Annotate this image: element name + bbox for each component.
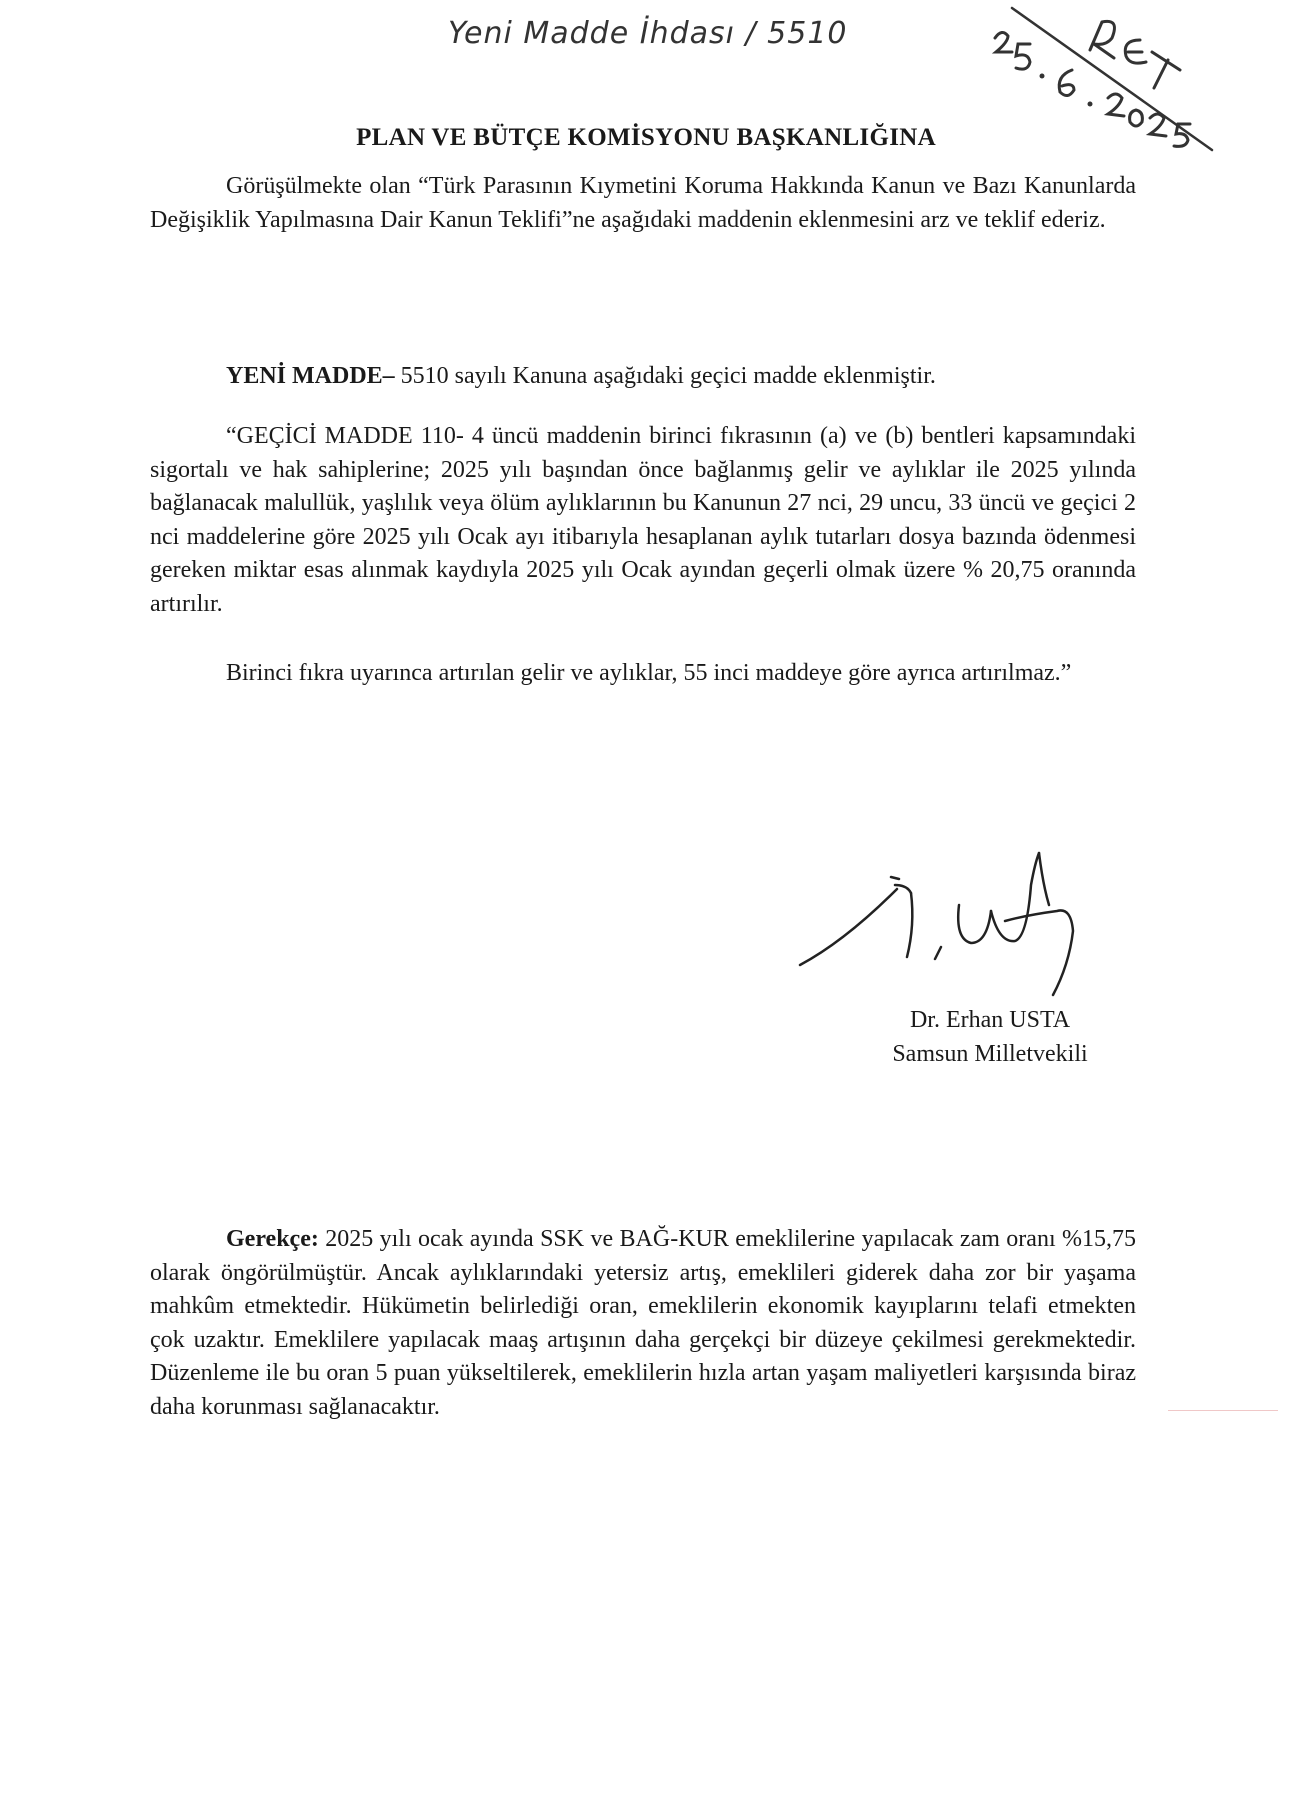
- provisional-article-paragraph: “GEÇİCİ MADDE 110- 4 üncü maddenin birinci fıkrasının (a) ve (b) bentleri kapsamındaki sigortalı ve hak sahiplerine; 2025 yılı başından önce bağlanmış gelir ve aylıklar ile 2025 yılında bağlanacak malullük, yaşlılık veya ölüm aylıklarının bu Kanunun 27 nci, 29 uncu, 33 üncü ve geçici 2 nci maddelerine göre 2025 yılı Ocak ayı itibarıyla hesaplanan aylık tutarları dosya bazında ödenmesi gereken miktar esas alınmak kaydıyla 2025 yılı Ocak ayından geçerli olmak üzere % 20,75 oranında artırılır.: [150, 423, 1136, 617]
- intro-paragraph: Görüşülmekte olan “Türk Parasının Kıymetini Koruma Hakkında Kanun ve Bazı Kanunlarda Değişiklik Yapılmasına Dair Kanun Teklifi”ne aşağıdaki maddenin eklenmesini arz ve teklif ederiz.: [150, 173, 1136, 233]
- justification-label: Gerekçe:: [226, 1226, 319, 1252]
- page-title: PLAN VE BÜTÇE KOMİSYONU BAŞKANLIĞINA: [356, 124, 936, 151]
- signer-block: [860, 1003, 1120, 1071]
- handwritten-note: Yeni Madde İhdası / 5510: [448, 16, 848, 51]
- new-article-paragraph: [150, 360, 1136, 394]
- scan-edge-mark: [1168, 1410, 1278, 1411]
- new-article-label: YENİ MADDE–: [226, 363, 395, 389]
- handwritten-signature: [795, 845, 1175, 1005]
- justification-paragraph: [150, 1223, 1136, 1424]
- justification-text: 2025 yılı ocak ayında SSK ve BAĞ-KUR emeklilerine yapılacak zam oranı %15,75 olarak öngörülmüştür. Ancak aylıklarındaki yetersiz artış, emeklileri giderek daha zor bir yaşama mahkûm etmektedir. Hükümetin belirlediği oran, emeklilerin ekonomik kayıplarını telafi etmekten çok uzaktır. Emeklilere yapılacak maaş artışının daha gerçekçi bir düzeye çekilmesi gerekmektedir. Düzenleme ile bu oran 5 puan yükseltilerek, emeklilerin hızla artan yaşam maliyetleri karşısında biraz daha korunması sağlanacaktır.: [150, 1226, 1136, 1420]
- signer-name: Dr. Erhan USTA: [909, 1007, 1071, 1033]
- stamp-text: [990, 0, 992, 1]
- first-clause-paragraph: Birinci fıkra uyarınca artırılan gelir ve aylıklar, 55 inci maddeye göre ayrıca artırılmaz.”: [226, 660, 1072, 686]
- new-article-text: 5510 sayılı Kanuna aşağıdaki geçici madde eklenmiştir.: [394, 363, 936, 389]
- signer-title: Samsun Milletvekili: [892, 1041, 1088, 1067]
